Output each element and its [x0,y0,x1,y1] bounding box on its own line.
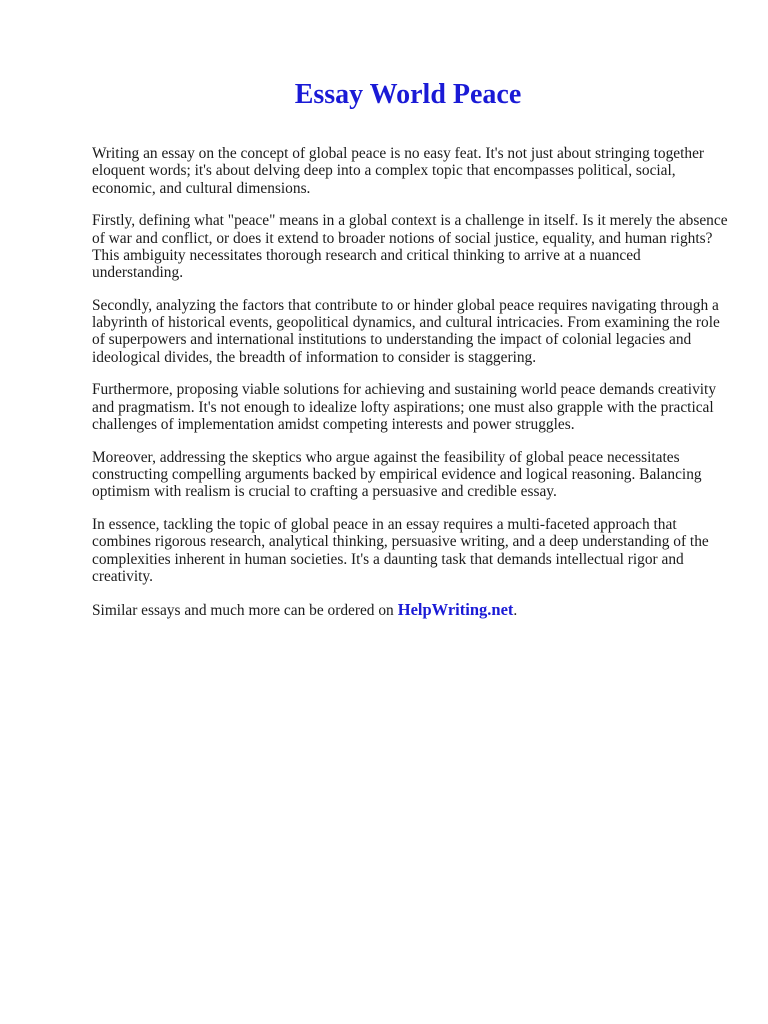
document-title: Essay World Peace [294,79,522,110]
essay-body [92,145,728,634]
helpwriting-link[interactable]: HelpWriting.net [397,599,514,619]
promo-text: Similar essays and much more can be ordered on [92,601,394,619]
paragraph-5: Moreover, addressing the skeptics who argue against the feasibility of global peace necessitates constructing compelling arguments backed by empirical evidence and logical reasoning. Balancing optimism with realism is crucial to crafting a persuasive and credible essay. [92,448,702,501]
promo-line [92,601,728,619]
paragraph-3: Secondly, analyzing the factors that contribute to or hinder global peace requires navigating through a labyrinth of historical events, geopolitical dynamics, and cultural intricacies. From examining the role of superpowers and international institutions to understanding the impact of colonial legacies and ideological divides, the breadth of information to consider is staggering. [92,296,720,366]
paragraph-6: In essence, tackling the topic of global peace in an essay requires a multi-faceted approach that combines rigorous research, analytical thinking, persuasive writing, and a deep understanding of the complexities inherent in human societies. It's a daunting task that demands intellectual rigor and creativity. [92,516,709,585]
paragraph-4: Furthermore, proposing viable solutions for achieving and sustaining world peace demands creativity and pragmatism. It's not enough to idealize lofty aspirations; one must also grapple with the practical challenges of implementation amidst competing interests and power struggles. [92,381,717,434]
paragraph-1: Writing an essay on the concept of global peace is no easy feat. It's not just about stringing together eloquent words; it's about delving deep into a complex topic that encompasses political, social, economic, and cultural dimensions. [92,145,705,197]
paragraph-2: Firstly, defining what "peace" means in a global context is a challenge in itself. Is it merely the absence of war and conflict, or does it extend to broader notions of social justice, equality, and human rights? This ambiguity necessitates thorough research and critical thinking to arrive at a nuanced understanding. [92,212,728,282]
promo-suffix: . [513,601,518,619]
